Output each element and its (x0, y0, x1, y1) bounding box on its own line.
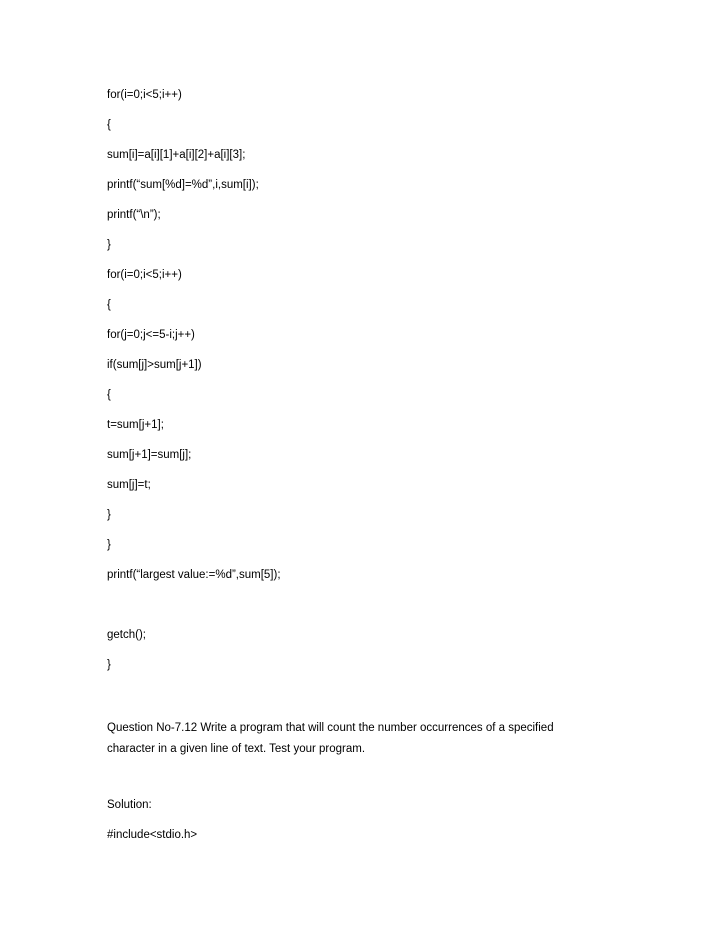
solution-heading: Solution: (107, 799, 152, 811)
code-line: sum[j]=t; (107, 479, 151, 491)
code-line: } (107, 239, 111, 251)
question-line: character in a given line of text. Test your program. (107, 743, 366, 755)
code-line: printf(“sum[%d]=%d”,i,sum[i]); (107, 179, 259, 191)
code-line: printf(“\n”); (107, 209, 161, 221)
code-line: } (107, 659, 111, 671)
code-line: t=sum[j+1]; (107, 419, 164, 431)
question-line: Question No-7.12 Write a program that will count the number occurrences of a specified (107, 722, 554, 734)
code-line: sum[i]=a[i][1]+a[i][2]+a[i][3]; (107, 149, 246, 161)
code-line: { (107, 299, 111, 311)
code-line: printf(“largest value:=%d”,sum[5]); (107, 569, 281, 581)
code-line: if(sum[j]>sum[j+1]) (107, 359, 202, 371)
code-line: { (107, 119, 111, 131)
code-line: sum[j+1]=sum[j]; (107, 449, 192, 461)
code-line: for(j=0;j<=5-i;j++) (107, 329, 195, 341)
code-line: getch(); (107, 629, 146, 641)
question-text (107, 718, 627, 760)
code-line: #include<stdio.h> (107, 829, 198, 841)
code-line: for(i=0;i<5;i++) (107, 89, 182, 101)
code-line: { (107, 389, 111, 401)
code-line: } (107, 509, 111, 521)
code-line: for(i=0;i<5;i++) (107, 269, 182, 281)
code-line: } (107, 539, 111, 551)
